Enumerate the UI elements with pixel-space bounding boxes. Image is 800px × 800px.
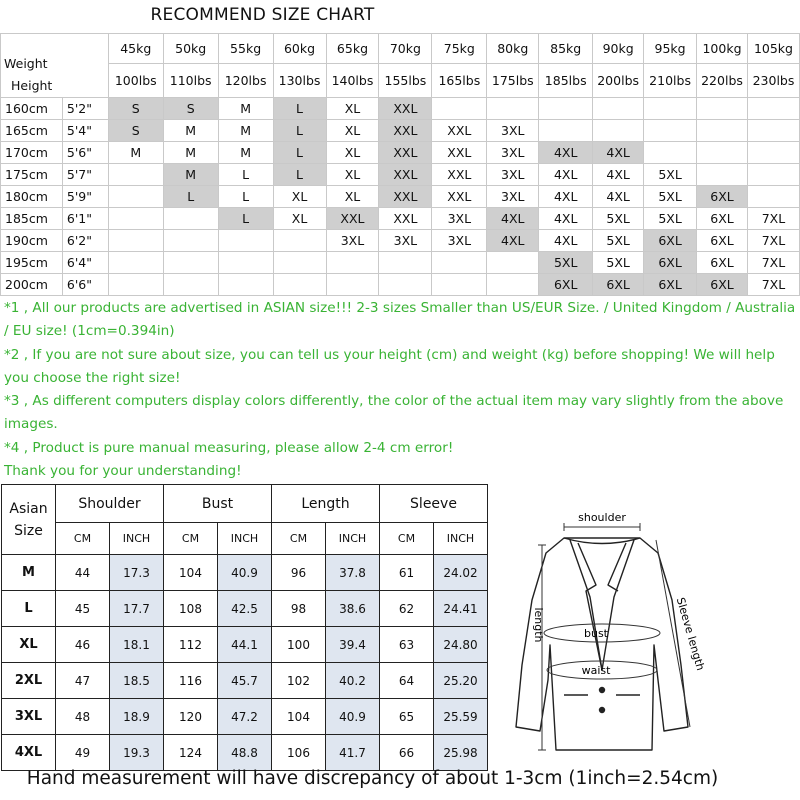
measure-row bbox=[2, 591, 488, 627]
size-cell bbox=[218, 274, 273, 296]
size-row bbox=[1, 230, 800, 252]
weight-kg-header: 60kg bbox=[273, 34, 326, 64]
size-cell: L bbox=[273, 120, 326, 142]
size-cell bbox=[747, 98, 799, 120]
size-cell bbox=[163, 208, 218, 230]
size-cell bbox=[273, 230, 326, 252]
size-cell: 6XL bbox=[539, 274, 593, 296]
size-cell: L bbox=[273, 142, 326, 164]
height-ft-cell: 5'9" bbox=[62, 186, 108, 208]
cm-unit-header: CM bbox=[164, 523, 218, 555]
height-cm-cell: 190cm bbox=[1, 230, 63, 252]
height-cm-cell: 195cm bbox=[1, 252, 63, 274]
inch-unit-header: INCH bbox=[434, 523, 488, 555]
inch-value-cell: 24.80 bbox=[434, 627, 488, 663]
size-cell: M bbox=[163, 120, 218, 142]
cm-unit-header: CM bbox=[380, 523, 434, 555]
size-cell: 6XL bbox=[644, 230, 697, 252]
inch-value-cell: 41.7 bbox=[326, 735, 380, 771]
height-ft-cell: 5'6" bbox=[62, 142, 108, 164]
size-cell: 6XL bbox=[697, 230, 748, 252]
size-cell bbox=[487, 274, 539, 296]
inch-value-cell: 24.41 bbox=[434, 591, 488, 627]
cm-unit-header: CM bbox=[272, 523, 326, 555]
weight-kg-header: 105kg bbox=[747, 34, 799, 64]
weight-lbs-header: 230lbs bbox=[747, 64, 799, 98]
size-cell bbox=[747, 120, 799, 142]
size-cell: 5XL bbox=[593, 252, 644, 274]
size-cell bbox=[379, 274, 432, 296]
corner-header bbox=[1, 34, 109, 98]
size-cell: XXL bbox=[432, 164, 487, 186]
cm-value-cell: 112 bbox=[164, 627, 218, 663]
size-row bbox=[1, 98, 800, 120]
size-cell bbox=[163, 230, 218, 252]
size-cell: 6XL bbox=[697, 252, 748, 274]
inch-value-cell: 25.98 bbox=[434, 735, 488, 771]
size-cell: XL bbox=[326, 142, 379, 164]
size-cell: L bbox=[273, 98, 326, 120]
size-cell bbox=[163, 252, 218, 274]
size-cell: 5XL bbox=[644, 164, 697, 186]
weight-kg-header: 100kg bbox=[697, 34, 748, 64]
size-cell: 6XL bbox=[593, 274, 644, 296]
size-cell: 7XL bbox=[747, 208, 799, 230]
size-cell: 6XL bbox=[697, 186, 748, 208]
cm-value-cell: 120 bbox=[164, 699, 218, 735]
size-cell: L bbox=[218, 164, 273, 186]
weight-lbs-header: 140lbs bbox=[326, 64, 379, 98]
size-cell bbox=[539, 98, 593, 120]
cm-value-cell: 62 bbox=[380, 591, 434, 627]
size-cell: 5XL bbox=[593, 230, 644, 252]
height-ft-cell: 6'2" bbox=[62, 230, 108, 252]
size-row bbox=[1, 208, 800, 230]
weight-kg-header: 75kg bbox=[432, 34, 487, 64]
inch-unit-header: INCH bbox=[218, 523, 272, 555]
size-cell: 3XL bbox=[432, 208, 487, 230]
measure-row bbox=[2, 735, 488, 771]
size-cell: 5XL bbox=[644, 186, 697, 208]
inch-value-cell: 44.1 bbox=[218, 627, 272, 663]
weight-lbs-header: 110lbs bbox=[163, 64, 218, 98]
measure-row bbox=[2, 663, 488, 699]
size-cell: 7XL bbox=[747, 230, 799, 252]
inch-value-cell: 45.7 bbox=[218, 663, 272, 699]
note-3: *3 , As different computers display colors differently, the color of the actual item may vary slightly from the above images. bbox=[4, 393, 788, 433]
size-cell bbox=[593, 98, 644, 120]
measure-group-header: Sleeve bbox=[380, 485, 488, 523]
size-cell: 5XL bbox=[593, 208, 644, 230]
cm-value-cell: 102 bbox=[272, 663, 326, 699]
weight-kg-header: 55kg bbox=[218, 34, 273, 64]
size-cell bbox=[108, 186, 163, 208]
asian-size-header: Asian Size bbox=[2, 485, 56, 555]
chart-title: RECOMMEND SIZE CHART bbox=[150, 5, 375, 25]
size-cell: L bbox=[163, 186, 218, 208]
size-cell: XXL bbox=[379, 186, 432, 208]
height-cm-cell: 165cm bbox=[1, 120, 63, 142]
cm-value-cell: 48 bbox=[56, 699, 110, 735]
height-cm-cell: 160cm bbox=[1, 98, 63, 120]
weight-kg-header: 65kg bbox=[326, 34, 379, 64]
measure-row bbox=[2, 627, 488, 663]
cm-value-cell: 65 bbox=[380, 699, 434, 735]
size-cell bbox=[432, 274, 487, 296]
size-cell: 6XL bbox=[697, 274, 748, 296]
size-cell: 4XL bbox=[539, 186, 593, 208]
size-cell bbox=[487, 252, 539, 274]
size-cell: XXL bbox=[326, 208, 379, 230]
size-cell bbox=[593, 120, 644, 142]
measure-group-header: Bust bbox=[164, 485, 272, 523]
measure-size-cell: 4XL bbox=[2, 735, 56, 771]
measure-group-header: Length bbox=[272, 485, 380, 523]
size-cell: L bbox=[273, 164, 326, 186]
weight-kg-header: 45kg bbox=[108, 34, 163, 64]
size-cell: M bbox=[163, 142, 218, 164]
size-cell: XL bbox=[326, 164, 379, 186]
size-cell bbox=[108, 252, 163, 274]
size-cell: 3XL bbox=[379, 230, 432, 252]
size-cell bbox=[379, 252, 432, 274]
size-row bbox=[1, 186, 800, 208]
size-cell: 3XL bbox=[326, 230, 379, 252]
cm-value-cell: 63 bbox=[380, 627, 434, 663]
cm-value-cell: 108 bbox=[164, 591, 218, 627]
size-cell bbox=[487, 98, 539, 120]
size-cell: 7XL bbox=[747, 274, 799, 296]
height-ft-cell: 5'7" bbox=[62, 164, 108, 186]
cm-value-cell: 106 bbox=[272, 735, 326, 771]
height-cm-cell: 175cm bbox=[1, 164, 63, 186]
size-cell: XXL bbox=[432, 120, 487, 142]
inch-value-cell: 40.9 bbox=[326, 699, 380, 735]
weight-lbs-header: 185lbs bbox=[539, 64, 593, 98]
size-cell: 4XL bbox=[487, 208, 539, 230]
height-ft-cell: 6'4" bbox=[62, 252, 108, 274]
size-cell: XXL bbox=[432, 142, 487, 164]
measure-group-header: Shoulder bbox=[56, 485, 164, 523]
size-cell: S bbox=[163, 98, 218, 120]
weight-lbs-header: 175lbs bbox=[487, 64, 539, 98]
size-cell bbox=[697, 98, 748, 120]
inch-value-cell: 39.4 bbox=[326, 627, 380, 663]
cm-value-cell: 100 bbox=[272, 627, 326, 663]
size-cell bbox=[273, 274, 326, 296]
jacket-collar bbox=[564, 538, 640, 670]
cm-value-cell: 66 bbox=[380, 735, 434, 771]
size-cell bbox=[747, 142, 799, 164]
height-ft-cell: 5'4" bbox=[62, 120, 108, 142]
waist-label: waist bbox=[581, 664, 611, 677]
inch-value-cell: 25.20 bbox=[434, 663, 488, 699]
size-cell bbox=[108, 230, 163, 252]
size-cell: L bbox=[218, 186, 273, 208]
inch-value-cell: 38.6 bbox=[326, 591, 380, 627]
cm-value-cell: 96 bbox=[272, 555, 326, 591]
size-cell bbox=[432, 252, 487, 274]
height-ft-cell: 6'6" bbox=[62, 274, 108, 296]
size-cell bbox=[218, 230, 273, 252]
note-thanks: Thank you for your understanding! bbox=[4, 463, 242, 480]
size-cell: 4XL bbox=[593, 164, 644, 186]
size-cell bbox=[326, 274, 379, 296]
note-1: *1 , All our products are advertised in ASIAN size!!! 2-3 sizes Smaller than US/EUR Size. / United Kingdom / Australia / EU size! (1cm=0.394in) bbox=[4, 300, 800, 340]
measurement-table bbox=[1, 484, 488, 771]
weight-kg-header: 95kg bbox=[644, 34, 697, 64]
size-cell: XL bbox=[326, 120, 379, 142]
size-cell: 6XL bbox=[644, 252, 697, 274]
size-row bbox=[1, 274, 800, 296]
sleeve-length-label: Sleeve length bbox=[673, 595, 708, 673]
size-cell: XXL bbox=[379, 208, 432, 230]
inch-value-cell: 42.5 bbox=[218, 591, 272, 627]
note-2: *2 , If you are not sure about size, you can tell us your height (cm) and weight (kg) before shopping! We will help you choose the right size! bbox=[4, 346, 780, 386]
size-cell bbox=[432, 98, 487, 120]
inch-value-cell: 18.5 bbox=[110, 663, 164, 699]
size-cell: XXL bbox=[379, 164, 432, 186]
size-cell: XL bbox=[326, 98, 379, 120]
size-cell: 4XL bbox=[487, 230, 539, 252]
size-cell: 5XL bbox=[539, 252, 593, 274]
measure-row bbox=[2, 699, 488, 735]
size-cell: M bbox=[108, 142, 163, 164]
cm-value-cell: 104 bbox=[272, 699, 326, 735]
notes bbox=[4, 297, 798, 483]
cm-value-cell: 116 bbox=[164, 663, 218, 699]
cm-unit-header: CM bbox=[56, 523, 110, 555]
cm-value-cell: 44 bbox=[56, 555, 110, 591]
height-header: Height bbox=[11, 78, 53, 93]
cm-value-cell: 61 bbox=[380, 555, 434, 591]
size-cell: 5XL bbox=[644, 208, 697, 230]
size-cell: XXL bbox=[379, 98, 432, 120]
cm-value-cell: 47 bbox=[56, 663, 110, 699]
lbs-header-row bbox=[1, 64, 800, 98]
size-cell: 4XL bbox=[593, 142, 644, 164]
measure-size-cell: M bbox=[2, 555, 56, 591]
button-icon bbox=[600, 688, 605, 693]
size-cell: 6XL bbox=[644, 274, 697, 296]
inch-value-cell: 17.7 bbox=[110, 591, 164, 627]
size-cell: 6XL bbox=[697, 208, 748, 230]
inch-value-cell: 40.9 bbox=[218, 555, 272, 591]
cm-value-cell: 49 bbox=[56, 735, 110, 771]
height-cm-cell: 185cm bbox=[1, 208, 63, 230]
size-cell: XL bbox=[273, 208, 326, 230]
size-cell: M bbox=[218, 120, 273, 142]
inch-value-cell: 18.1 bbox=[110, 627, 164, 663]
weight-header: Weight bbox=[4, 56, 48, 71]
size-cell: M bbox=[218, 142, 273, 164]
size-cell: XL bbox=[273, 186, 326, 208]
size-cell bbox=[747, 164, 799, 186]
cm-value-cell: 64 bbox=[380, 663, 434, 699]
measure-size-cell: L bbox=[2, 591, 56, 627]
size-row bbox=[1, 142, 800, 164]
note-4: *4 , Product is pure manual measuring, please allow 2-4 cm error! bbox=[4, 439, 454, 456]
inch-value-cell: 25.59 bbox=[434, 699, 488, 735]
measure-size-cell: 3XL bbox=[2, 699, 56, 735]
cm-value-cell: 124 bbox=[164, 735, 218, 771]
size-cell bbox=[747, 186, 799, 208]
size-cell bbox=[218, 252, 273, 274]
size-cell: 4XL bbox=[539, 142, 593, 164]
height-cm-cell: 170cm bbox=[1, 142, 63, 164]
size-cell bbox=[108, 208, 163, 230]
size-cell: XXL bbox=[432, 186, 487, 208]
measure-size-cell: 2XL bbox=[2, 663, 56, 699]
size-cell: 4XL bbox=[539, 164, 593, 186]
weight-lbs-header: 200lbs bbox=[593, 64, 644, 98]
height-ft-cell: 5'2" bbox=[62, 98, 108, 120]
size-cell bbox=[644, 120, 697, 142]
size-cell: 3XL bbox=[432, 230, 487, 252]
weight-kg-header: 50kg bbox=[163, 34, 218, 64]
jacket-lapel bbox=[578, 543, 626, 670]
cm-value-cell: 45 bbox=[56, 591, 110, 627]
size-cell bbox=[163, 274, 218, 296]
size-cell: S bbox=[108, 98, 163, 120]
weight-kg-header: 70kg bbox=[379, 34, 432, 64]
size-cell: 7XL bbox=[747, 252, 799, 274]
recommend-size-table bbox=[0, 33, 800, 296]
inch-unit-header: INCH bbox=[110, 523, 164, 555]
cm-value-cell: 46 bbox=[56, 627, 110, 663]
size-cell bbox=[697, 120, 748, 142]
inch-value-cell: 19.3 bbox=[110, 735, 164, 771]
weight-kg-header: 80kg bbox=[487, 34, 539, 64]
weight-lbs-header: 100lbs bbox=[108, 64, 163, 98]
inch-value-cell: 18.9 bbox=[110, 699, 164, 735]
height-cm-cell: 180cm bbox=[1, 186, 63, 208]
measure-group-row bbox=[2, 485, 488, 523]
size-cell: XXL bbox=[379, 120, 432, 142]
size-cell: L bbox=[218, 208, 273, 230]
measure-row bbox=[2, 555, 488, 591]
inch-value-cell: 48.8 bbox=[218, 735, 272, 771]
weight-lbs-header: 220lbs bbox=[697, 64, 748, 98]
weight-kg-header: 90kg bbox=[593, 34, 644, 64]
size-cell bbox=[539, 120, 593, 142]
cm-value-cell: 104 bbox=[164, 555, 218, 591]
size-row bbox=[1, 252, 800, 274]
inch-unit-header: INCH bbox=[326, 523, 380, 555]
size-cell: M bbox=[218, 98, 273, 120]
inch-value-cell: 47.2 bbox=[218, 699, 272, 735]
cm-value-cell: 98 bbox=[272, 591, 326, 627]
inch-value-cell: 24.02 bbox=[434, 555, 488, 591]
measure-unit-row bbox=[2, 523, 488, 555]
size-cell bbox=[644, 142, 697, 164]
size-cell: S bbox=[108, 120, 163, 142]
size-cell: XL bbox=[326, 186, 379, 208]
inch-value-cell: 17.3 bbox=[110, 555, 164, 591]
size-cell: 3XL bbox=[487, 186, 539, 208]
weight-lbs-header: 155lbs bbox=[379, 64, 432, 98]
size-cell: 3XL bbox=[487, 120, 539, 142]
inch-value-cell: 40.2 bbox=[326, 663, 380, 699]
size-cell: 4XL bbox=[539, 208, 593, 230]
size-cell: 4XL bbox=[593, 186, 644, 208]
jacket-diagram bbox=[504, 505, 708, 759]
measure-size-cell: XL bbox=[2, 627, 56, 663]
size-cell: 3XL bbox=[487, 142, 539, 164]
height-ft-cell: 6'1" bbox=[62, 208, 108, 230]
size-cell: XXL bbox=[379, 142, 432, 164]
size-cell: M bbox=[163, 164, 218, 186]
footer-note: Hand measurement will have discrepancy of about 1-3cm (1inch=2.54cm) bbox=[26, 768, 719, 789]
shoulder-label: shoulder bbox=[578, 511, 626, 524]
weight-lbs-header: 120lbs bbox=[218, 64, 273, 98]
shoulder-arrow bbox=[564, 523, 640, 531]
weight-kg-header: 85kg bbox=[539, 34, 593, 64]
weight-lbs-header: 165lbs bbox=[432, 64, 487, 98]
size-cell bbox=[644, 98, 697, 120]
button-icon bbox=[600, 708, 605, 713]
size-cell bbox=[326, 252, 379, 274]
size-cell bbox=[108, 164, 163, 186]
size-row bbox=[1, 120, 800, 142]
size-cell: 4XL bbox=[539, 230, 593, 252]
weight-lbs-header: 210lbs bbox=[644, 64, 697, 98]
height-cm-cell: 200cm bbox=[1, 274, 63, 296]
size-cell: 3XL bbox=[487, 164, 539, 186]
size-cell bbox=[273, 252, 326, 274]
size-row bbox=[1, 164, 800, 186]
size-cell bbox=[697, 142, 748, 164]
length-label: length bbox=[532, 607, 545, 643]
weight-lbs-header: 130lbs bbox=[273, 64, 326, 98]
inch-value-cell: 37.8 bbox=[326, 555, 380, 591]
size-cell bbox=[697, 164, 748, 186]
bust-label: bust bbox=[584, 627, 608, 640]
size-cell bbox=[108, 274, 163, 296]
kg-header-row bbox=[1, 34, 800, 64]
